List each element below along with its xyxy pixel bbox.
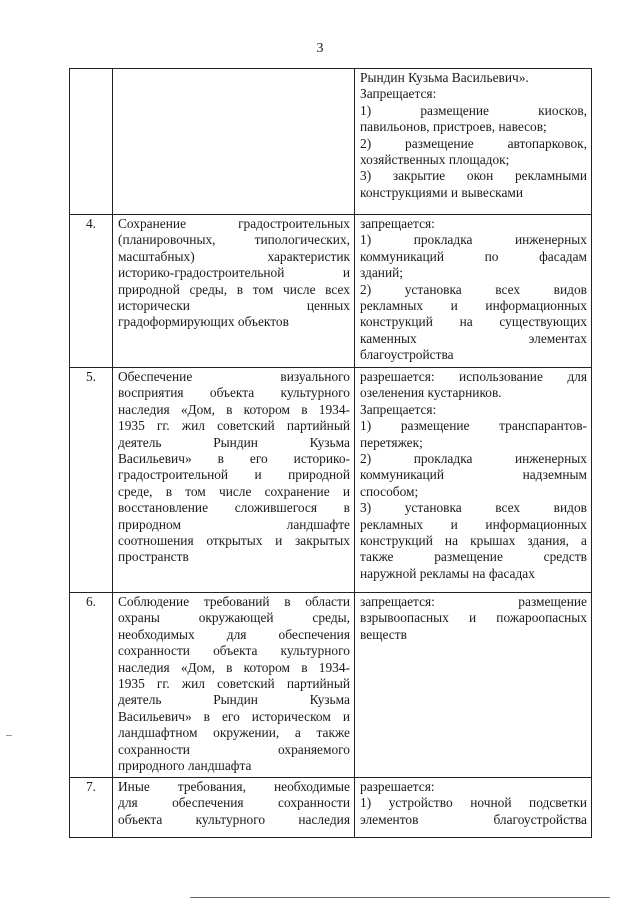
text-line: 1) размещение транспарантов- [360, 418, 587, 434]
text-line: градостроительной и природной [118, 467, 350, 483]
table-row [70, 593, 592, 778]
text-line: природном ландшафте [118, 516, 350, 532]
text-line: разрешается: [360, 779, 435, 794]
text-line: 1) размещение киосков, [360, 102, 587, 118]
text-line: конструкций на существующих [360, 314, 587, 330]
text-line: также размещение средств [360, 549, 587, 565]
text-line: Иные требования, необходимые [118, 779, 350, 794]
requirement-cell [113, 215, 355, 368]
table-row [70, 69, 592, 215]
text-line: зданий; [360, 265, 404, 281]
text-line: озеленения кустарников. [360, 385, 502, 401]
row-number: 5. [70, 368, 113, 593]
text-line: Запрещается: [360, 86, 437, 102]
text-line: 2) установка всех видов [360, 281, 587, 297]
text-line: взрывоопасных и пожароопасных [360, 610, 587, 626]
text-line: (планировочных, типологических, [118, 232, 350, 248]
text-line: градоформирующих объектов [118, 314, 289, 330]
text-line: историко-градостроительной и [118, 265, 350, 281]
text-line: запрещается: размещение [360, 594, 587, 609]
text-line: наследия «Дом, в котором в 1934- [118, 659, 350, 675]
margin-mark [6, 735, 12, 736]
text-line: для обеспечения сохранности [118, 795, 350, 811]
table-row [70, 368, 592, 593]
text-line: наследия «Дом, в котором в 1934- [118, 401, 350, 417]
text-line: необходимых для обеспечения [118, 626, 350, 642]
text-line: 2) размещение автопарковок, [360, 135, 587, 151]
text-line: природного ландшафта [118, 758, 252, 774]
requirements-table [69, 68, 592, 838]
text-line: сохранности объекта культурного [118, 643, 350, 659]
text-line: восприятия объекта культурного [118, 385, 350, 401]
text-line: 1) прокладка инженерных [360, 232, 587, 248]
footer-rule [190, 897, 610, 898]
text-line: Запрещается: [360, 401, 437, 417]
text-line: природной среды, в том числе всех [118, 281, 350, 297]
text-line: восстановление сложившегося в [118, 500, 350, 516]
page-number: 3 [316, 41, 324, 56]
text-line: среде, в том числе сохранение и [118, 483, 350, 499]
text-line: наружной рекламы на фасадах [360, 565, 535, 581]
text-line: 3) закрытие окон рекламными [360, 168, 587, 184]
text-line: исторически ценных [118, 298, 350, 314]
table-row [70, 215, 592, 368]
requirement-cell [113, 778, 355, 838]
text-line: коммуникаций надземным [360, 467, 587, 483]
text-line: 3) установка всех видов [360, 500, 587, 516]
text-line: Васильевич» в его историко- [118, 451, 350, 467]
regulation-cell [355, 593, 592, 778]
row-number [70, 69, 113, 215]
row-number: 7. [70, 778, 113, 838]
text-line: сохранности охраняемого [118, 741, 350, 757]
text-line: 1) устройство ночной подсветки [360, 795, 587, 811]
row-number: 4. [70, 215, 113, 368]
requirement-cell [113, 593, 355, 778]
regulation-cell [355, 778, 592, 838]
text-line: разрешается: использование для [360, 369, 587, 384]
text-line: хозяйственных площадок; [360, 152, 510, 168]
row-number: 6. [70, 593, 113, 778]
regulation-cell [355, 368, 592, 593]
text-line: Соблюдение требований в области [118, 594, 350, 609]
text-line: охраны окружающей среды, [118, 610, 350, 626]
text-line: Сохранение градостроительных [118, 216, 350, 231]
text-line: пространств [118, 549, 189, 565]
text-line: элементов благоустройства [360, 811, 587, 827]
text-line: конструкций на крышах здания, а [360, 533, 587, 549]
text-line: конструкциями и вывесками [360, 184, 524, 200]
text-line: коммуникаций по фасадам [360, 248, 587, 264]
text-line: Васильевич» в его историческом и [118, 708, 350, 724]
requirement-cell [113, 368, 355, 593]
text-line: деятель Рындин Кузьма [118, 692, 350, 708]
text-line: павильонов, пристроев, навесов; [360, 119, 547, 135]
text-line: каменных элементах [360, 330, 587, 346]
regulation-cell [355, 215, 592, 368]
text-line: 1935 гг. жил советский партийный [118, 418, 350, 434]
text-line: 2) прокладка инженерных [360, 451, 587, 467]
text-line: рекламных и информационных [360, 298, 587, 314]
text-line: благоустройства [360, 347, 454, 363]
text-line: перетяжек; [360, 434, 423, 450]
text-line: 1935 гг. жил советский партийный [118, 676, 350, 692]
text-line: Обеспечение визуального [118, 369, 350, 384]
regulation-cell [355, 69, 592, 215]
text-line: рекламных и информационных [360, 516, 587, 532]
text-line: деятель Рындин Кузьма [118, 434, 350, 450]
text-line: Рындин Кузьма Васильевич». [360, 70, 529, 85]
text-line: объекта культурного наследия [118, 811, 350, 827]
requirement-cell [113, 69, 355, 215]
text-line: масштабных) характеристик [118, 248, 350, 264]
text-line: ландшафтном окружении, а также [118, 725, 350, 741]
text-line: способом; [360, 483, 419, 499]
table-row [70, 778, 592, 838]
text-line: запрещается: [360, 216, 435, 231]
text-line: соотношения открытых и закрытых [118, 533, 350, 549]
text-line: веществ [360, 626, 407, 642]
